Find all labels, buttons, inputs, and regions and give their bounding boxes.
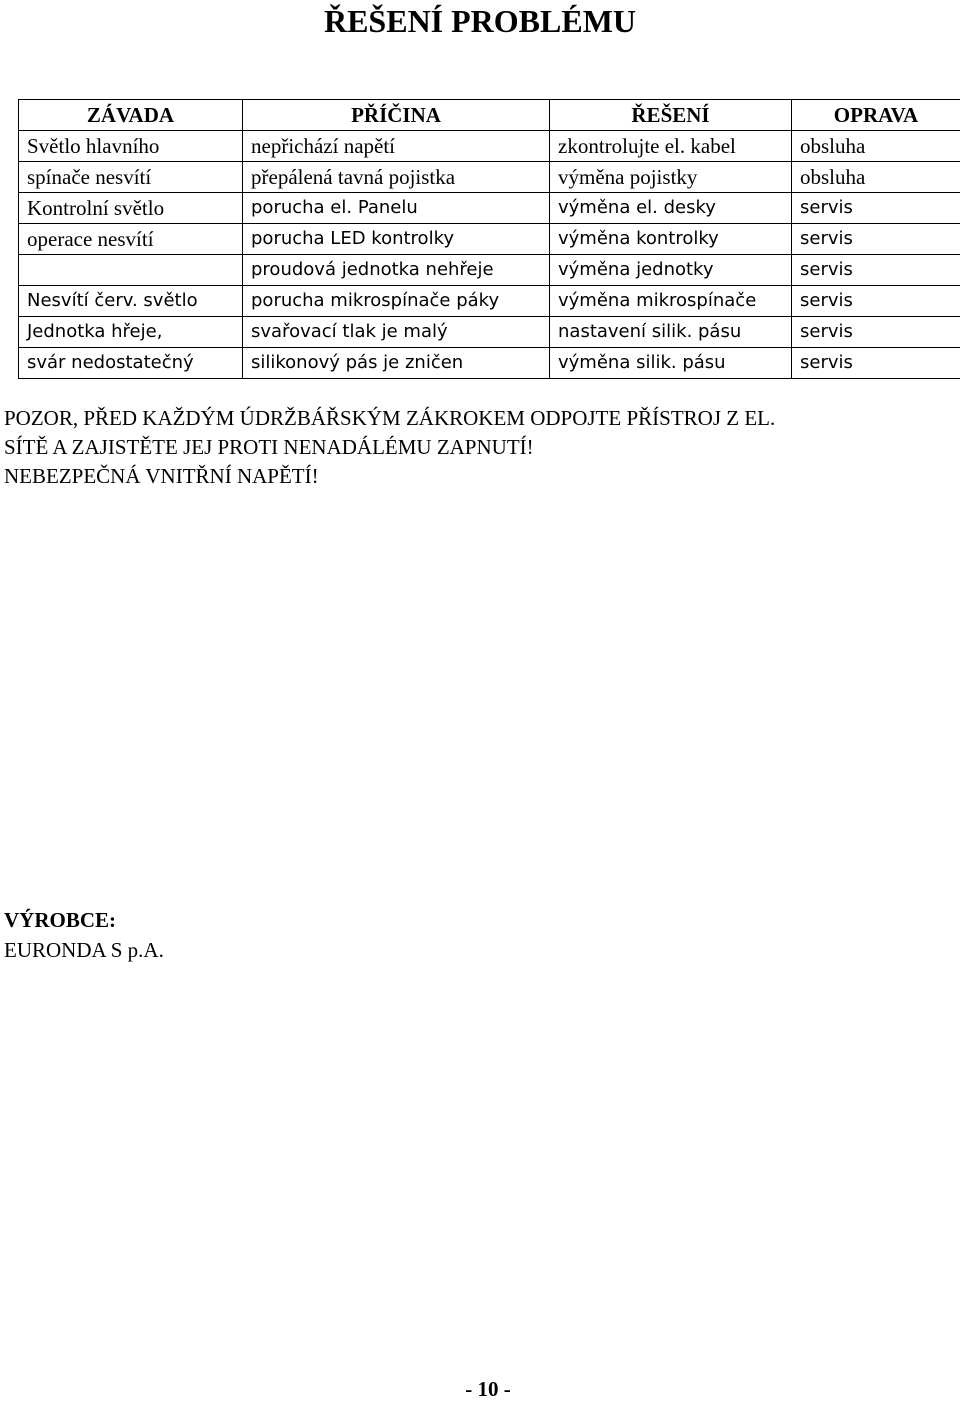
cell-repair: obsluha — [792, 162, 960, 193]
cell-cause: proudová jednotka nehřeje — [243, 255, 550, 286]
cell-cause: silikonový pás je zničen — [243, 348, 550, 379]
cell-repair: servis — [792, 286, 960, 317]
header-cause: PŘÍČINA — [243, 100, 550, 131]
troubleshooting-table — [18, 99, 960, 379]
table-row — [19, 286, 960, 317]
cell-cause: porucha LED kontrolky — [243, 224, 550, 255]
manufacturer-name: EURONDA S p.A. — [4, 938, 164, 962]
cell-fault: Jednotka hřeje, — [19, 317, 243, 348]
table-header-row — [19, 100, 960, 131]
cell-solution: výměna mikrospínače — [550, 286, 792, 317]
table-row — [19, 162, 960, 193]
header-repair: OPRAVA — [792, 100, 960, 131]
table-row — [19, 224, 960, 255]
cell-fault: Nesvítí červ. světlo — [19, 286, 243, 317]
manufacturer-label: VÝROBCE: — [4, 908, 117, 932]
table-row — [19, 317, 960, 348]
cell-solution: výměna el. desky — [550, 193, 792, 224]
cell-repair: servis — [792, 317, 960, 348]
cell-cause: přepálená tavná pojistka — [243, 162, 550, 193]
cell-cause: porucha el. Panelu — [243, 193, 550, 224]
cell-fault: Světlo hlavního — [19, 131, 243, 162]
cell-repair: servis — [792, 224, 960, 255]
table-row — [19, 348, 960, 379]
cell-fault: Kontrolní světlo — [19, 193, 243, 224]
table-row — [19, 131, 960, 162]
cell-cause: porucha mikrospínače páky — [243, 286, 550, 317]
cell-fault — [19, 255, 243, 286]
cell-solution: výměna pojistky — [550, 162, 792, 193]
cell-fault: spínače nesvítí — [19, 162, 243, 193]
warning-line: NEBEZPEČNÁ VNITŘNÍ NAPĚTÍ! — [4, 464, 319, 488]
cell-solution: nastavení silik. pásu — [550, 317, 792, 348]
cell-solution: zkontrolujte el. kabel — [550, 131, 792, 162]
warning-line: SÍTĚ A ZAJISTĚTE JEJ PROTI NENADÁLÉMU ZAPNUTÍ! — [4, 435, 534, 459]
table-row — [19, 193, 960, 224]
safety-warning — [4, 404, 960, 491]
cell-solution: výměna jednotky — [550, 255, 792, 286]
page-number: - 10 - — [465, 1377, 511, 1401]
cell-repair: servis — [792, 193, 960, 224]
cell-cause: nepřichází napětí — [243, 131, 550, 162]
cell-fault: svár nedostatečný — [19, 348, 243, 379]
cell-repair: obsluha — [792, 131, 960, 162]
header-solution: ŘEŠENÍ — [550, 100, 792, 131]
cell-repair: servis — [792, 348, 960, 379]
cell-solution: výměna silik. pásu — [550, 348, 792, 379]
cell-solution: výměna kontrolky — [550, 224, 792, 255]
page-title: ŘEŠENÍ PROBLÉMU — [323, 3, 637, 39]
warning-line: POZOR, PŘED KAŽDÝM ÚDRŽBÁŘSKÝM ZÁKROKEM ODPOJTE PŘÍSTROJ Z EL. — [4, 406, 776, 430]
table-row — [19, 255, 960, 286]
cell-cause: svařovací tlak je malý — [243, 317, 550, 348]
header-fault: ZÁVADA — [19, 100, 243, 131]
cell-fault: operace nesvítí — [19, 224, 243, 255]
cell-repair: servis — [792, 255, 960, 286]
